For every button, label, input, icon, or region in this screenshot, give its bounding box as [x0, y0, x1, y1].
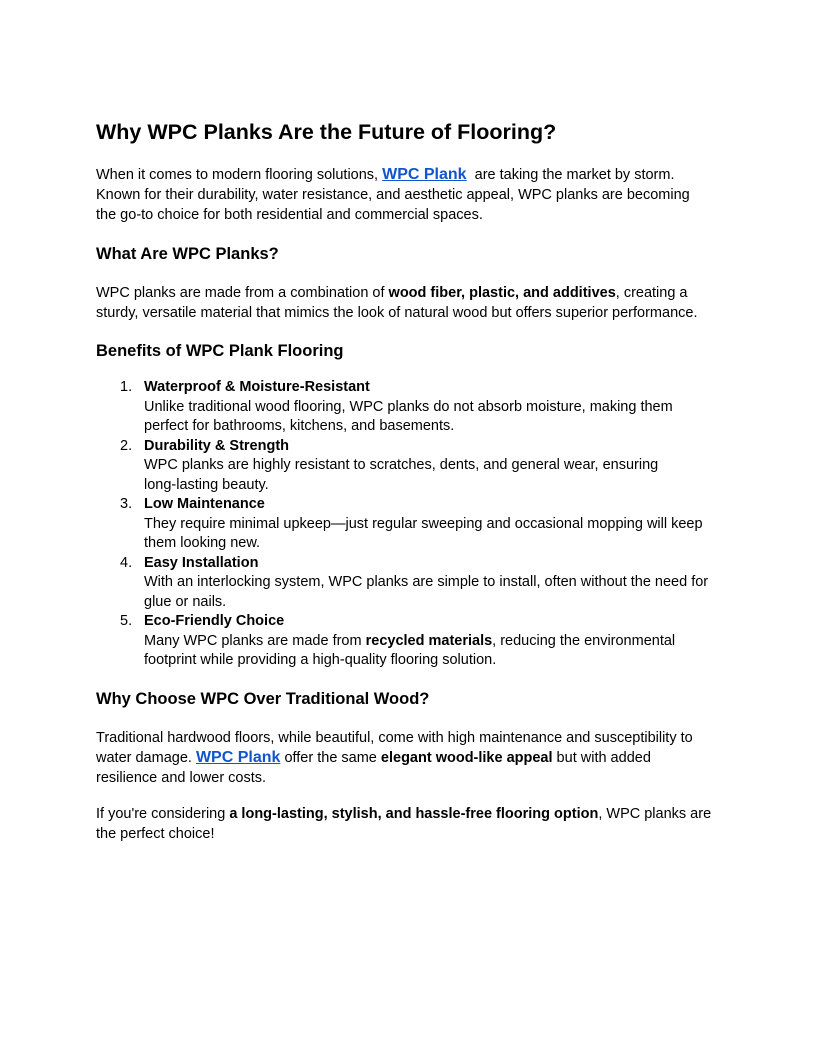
list-number: 4. [120, 554, 133, 571]
what-are-line-2: sturdy, versatile material that mimics the look of natural wood but offers superior performance. [96, 305, 698, 321]
list-item-title-text: Easy Installation [144, 554, 259, 571]
list-item [96, 378, 724, 437]
list-item-desc-line: They require minimal upkeep—just regular sweeping and occasional mopping will keep [144, 515, 703, 532]
why-choose-paragraph [96, 728, 724, 788]
list-item [96, 437, 724, 496]
section-heading-what-are: What Are WPC Planks? [96, 245, 279, 263]
wpc-plank-link-2[interactable]: WPC Plank [195, 749, 281, 766]
benefits-list [96, 378, 724, 671]
section-heading-why-choose: Why Choose WPC Over Traditional Wood? [96, 690, 430, 708]
text-run: but with added [552, 750, 651, 766]
list-number: 5. [120, 613, 133, 629]
list-item-title [144, 554, 724, 574]
list-item-desc-line: them looking new. [144, 535, 261, 551]
list-item-title-text: Durability & Strength [144, 437, 290, 454]
list-item-desc-line: perfect for bathrooms, kitchens, and basements. [144, 418, 455, 434]
intro-paragraph [96, 165, 724, 225]
page-title: Why WPC Planks Are the Future of Flooring? [96, 120, 557, 144]
why-choose-line-1: Traditional hardwood floors, while beautiful, come with high maintenance and susceptibility to [96, 730, 693, 746]
wpc-plank-link[interactable]: WPC Plank [382, 166, 467, 183]
list-item-desc-line [144, 632, 724, 652]
list-item-desc-line: footprint while providing a high-quality flooring solution. [144, 652, 497, 668]
bold-text: wood fiber, plastic, and additives [388, 285, 616, 301]
text-run: , reducing the environmental [492, 632, 676, 649]
list-item-title-text: Waterproof & Moisture-Resistant [144, 379, 370, 395]
intro-text-before: When it comes to modern flooring solutions, [96, 167, 383, 183]
intro-line-3: the go-to choice for both residential and commercial spaces. [96, 207, 483, 223]
list-item [96, 612, 724, 671]
list-number: 1. [120, 379, 133, 395]
conclusion-line-1 [96, 804, 724, 824]
list-number: 2. [120, 437, 133, 454]
what-are-line-1 [96, 283, 724, 303]
intro-text-after: are taking the market by storm. [466, 167, 675, 183]
list-item-title-text: Eco-Friendly Choice [144, 613, 285, 629]
list-item-desc-line: With an interlocking system, WPC planks are simple to install, often without the need for [144, 574, 709, 590]
list-item-title [144, 495, 724, 515]
bold-text: a long-lasting, stylish, and hassle-free flooring option [229, 806, 599, 822]
list-item-title [144, 378, 724, 398]
intro-line-2: Known for their durability, water resistance, and aesthetic appeal, WPC planks are becoming [96, 187, 690, 203]
list-item-title-text: Low Maintenance [144, 496, 265, 512]
text-run: water damage. [96, 750, 196, 766]
bold-text: elegant wood-like appeal [380, 750, 553, 766]
list-item-desc-line: Unlike traditional wood flooring, WPC planks do not absorb moisture, making them [144, 398, 673, 415]
bold-text: recycled materials [365, 632, 493, 649]
text-run: offer the same [280, 750, 381, 766]
text-run: , creating a [615, 285, 688, 301]
text-run: Many WPC planks are made from [144, 632, 366, 649]
list-item-title [144, 437, 724, 457]
text-run: , WPC planks are [598, 806, 712, 822]
what-are-paragraph [96, 283, 724, 323]
conclusion-paragraph [96, 804, 724, 844]
list-item [96, 495, 724, 554]
list-item-desc-line: glue or nails. [144, 593, 227, 610]
section-heading-benefits: Benefits of WPC Plank Flooring [96, 342, 344, 360]
list-item [96, 554, 724, 613]
why-choose-line-2 [96, 748, 724, 768]
conclusion-line-2: the perfect choice! [96, 826, 215, 842]
list-item-desc-line: long-lasting beauty. [144, 476, 269, 493]
list-item-desc-line: WPC planks are highly resistant to scratches, dents, and general wear, ensuring [144, 457, 659, 473]
intro-line-1 [96, 165, 724, 185]
list-item-title [144, 612, 724, 632]
text-run: If you're considering [96, 806, 230, 822]
list-number: 3. [120, 496, 133, 512]
why-choose-line-3: resilience and lower costs. [96, 770, 267, 786]
text-run: WPC planks are made from a combination of [96, 285, 389, 301]
